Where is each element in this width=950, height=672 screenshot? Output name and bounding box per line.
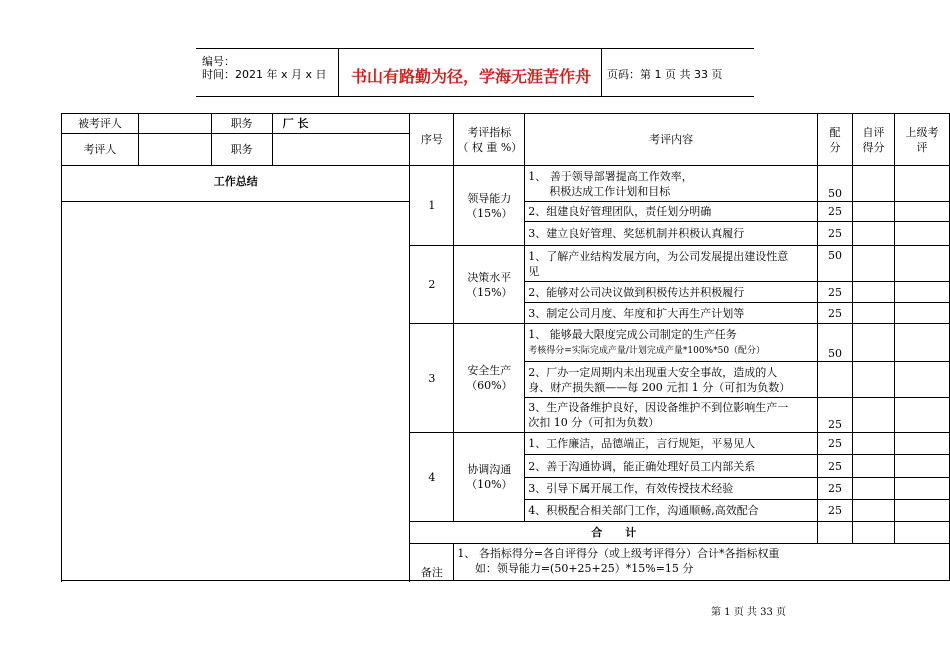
superior-score-cell[interactable] xyxy=(894,303,949,324)
group-seq: 4 xyxy=(410,433,454,522)
self-score-cell[interactable] xyxy=(853,282,895,303)
header-top-rule xyxy=(196,48,754,49)
criterion-line: 1、了解产业结构发展方向，为公司发展提出建设性意 xyxy=(528,249,789,263)
criterion-text: 3、引导下属开展工作，有效传授技术经验 xyxy=(525,478,818,500)
self-score-cell[interactable] xyxy=(853,455,895,478)
total-label: 合 计 xyxy=(410,522,818,544)
superior-score-header: 上级考评 xyxy=(894,114,949,166)
remarks-text xyxy=(454,544,950,581)
header-bottom-rule xyxy=(196,96,754,97)
header-divider-left xyxy=(338,48,339,96)
indicator-weight: （60%） xyxy=(466,379,513,392)
criterion-line: 见 xyxy=(528,264,540,278)
total-self-cell[interactable] xyxy=(853,522,895,544)
score-cell: 50 xyxy=(818,166,853,202)
self-score-cell[interactable] xyxy=(853,433,895,455)
total-score-cell xyxy=(818,522,853,544)
indicator-label: 考评指标 xyxy=(467,125,512,139)
criterion-text: 3、制定公司月度、年度和扩大再生产计划等 xyxy=(525,303,818,324)
position-value: 厂 长 xyxy=(272,114,410,134)
self-score-cell[interactable] xyxy=(853,362,895,398)
score-cell: 25 xyxy=(818,303,853,324)
indicator-weight: （15%） xyxy=(466,206,513,220)
superior-score-cell[interactable] xyxy=(894,246,949,282)
criterion-line: 3、生产设备维护良好，因设备维护不到位影响生产一 xyxy=(528,401,789,414)
score-cell: 25 xyxy=(818,398,853,433)
indicator-weight: （10%） xyxy=(466,478,513,491)
criterion-text xyxy=(525,398,818,433)
criterion-text xyxy=(525,362,818,398)
criterion-text: 1、工作廉洁，品德端正，言行规矩，平易见人 xyxy=(525,433,818,455)
superior-score-cell[interactable] xyxy=(894,222,949,246)
self-score-cell[interactable] xyxy=(853,324,895,362)
page-indicator: 页码：第 1 页 共 33 页 xyxy=(607,68,723,81)
score-cell xyxy=(818,362,853,398)
superior-score-cell[interactable] xyxy=(894,500,949,522)
superior-score-cell[interactable] xyxy=(894,166,949,202)
score-cell: 25 xyxy=(818,282,853,303)
criterion-line: 1、 能够最大限度完成公司制定的生产任务 xyxy=(528,327,737,341)
group-indicator xyxy=(454,324,525,433)
superior-score-cell[interactable] xyxy=(894,398,949,433)
total-superior-cell[interactable] xyxy=(894,522,949,544)
score-cell: 50 xyxy=(818,324,853,362)
position-label: 职务 xyxy=(211,114,272,134)
evaluator-position-label: 职务 xyxy=(211,134,272,166)
header-row-1 xyxy=(62,114,950,134)
group-indicator xyxy=(454,433,525,522)
self-score-cell[interactable] xyxy=(853,222,895,246)
criterion-text xyxy=(525,166,818,202)
superior-score-cell[interactable] xyxy=(894,478,949,500)
group-indicator xyxy=(454,166,525,246)
criterion-text: 2、组建良好管理团队，责任划分明确 xyxy=(525,202,818,222)
score-cell: 25 xyxy=(818,202,853,222)
score-cell: 25 xyxy=(818,433,853,455)
remarks-line: 1、 各指标得分=各自评得分（或上级考评得分）合计*各指标权重 xyxy=(457,547,780,560)
evaluator-label: 考评人 xyxy=(62,134,139,166)
evaluator-field[interactable] xyxy=(138,134,211,166)
indicator-header xyxy=(454,114,525,166)
group-seq: 3 xyxy=(410,324,454,433)
group-seq: 2 xyxy=(410,246,454,324)
evaluator-position-field[interactable] xyxy=(272,134,410,166)
superior-score-cell[interactable] xyxy=(894,282,949,303)
table-row xyxy=(62,166,950,202)
indicator-weight: （15%） xyxy=(466,285,513,299)
criterion-line: 1、 善于领导部署提高工作效率， xyxy=(528,169,693,183)
criterion-line: 积极达成工作计划和目标 xyxy=(528,184,671,198)
score-header: 配分 xyxy=(818,114,853,166)
indicator-name: 领导能力 xyxy=(467,191,512,205)
self-score-cell[interactable] xyxy=(853,166,895,202)
criterion-line: 2、厂办一定周期内未出现重大安全事故，造成的人 xyxy=(528,365,778,379)
self-score-cell[interactable] xyxy=(853,303,895,324)
superior-score-cell[interactable] xyxy=(894,433,949,455)
criterion-text: 4、积极配合相关部门工作，沟通顺畅,高效配合 xyxy=(525,500,818,522)
self-score-cell[interactable] xyxy=(853,478,895,500)
date-label: 时间：2021 年 x 月 x 日 xyxy=(202,68,327,81)
criterion-line: 身、财产损失额——每 200 元扣 1 分（可扣为负数） xyxy=(528,380,791,394)
criterion-text: 3、建立良好管理、奖惩机制并积极认真履行 xyxy=(525,222,818,246)
indicator-name: 决策水平 xyxy=(467,270,512,284)
indicator-name: 安全生产 xyxy=(467,364,512,377)
criterion-text: 2、善于沟通协调，能正确处理好员工内部关系 xyxy=(525,455,818,478)
superior-score-cell[interactable] xyxy=(894,362,949,398)
evaluatee-field[interactable] xyxy=(138,114,211,134)
self-score-cell[interactable] xyxy=(853,398,895,433)
criterion-line: 次扣 10 分（可扣为负数） xyxy=(528,416,660,429)
superior-score-cell[interactable] xyxy=(894,202,949,222)
remarks-label: 备注 xyxy=(410,544,454,581)
self-score-cell[interactable] xyxy=(853,202,895,222)
indicator-name: 协调沟通 xyxy=(467,463,512,476)
self-score-header: 自评得分 xyxy=(853,114,895,166)
criterion-text xyxy=(525,246,818,282)
criterion-text: 2、能够对公司决议做到积极传达并积极履行 xyxy=(525,282,818,303)
work-summary-field[interactable] xyxy=(62,202,410,581)
score-cell: 25 xyxy=(818,500,853,522)
self-score-cell[interactable] xyxy=(853,246,895,282)
group-seq: 1 xyxy=(410,166,454,246)
score-cell: 25 xyxy=(818,455,853,478)
content-header: 考评内容 xyxy=(525,114,818,166)
footer-page-indicator: 第 1 页 共 33 页 xyxy=(711,607,786,618)
superior-score-cell[interactable] xyxy=(894,455,949,478)
evaluatee-label: 被考评人 xyxy=(62,114,139,134)
score-cell: 25 xyxy=(818,222,853,246)
score-cell: 50 xyxy=(818,246,853,282)
criterion-line: 考核得分=实际完成产量/计划完成产量*100%*50（配分） xyxy=(528,345,766,356)
work-summary-title: 工作总结 xyxy=(62,166,410,202)
criterion-text xyxy=(525,324,818,362)
remarks-line: 如：领导能力=(50+25+25）*15%=15 分 xyxy=(457,562,694,575)
seq-header: 序号 xyxy=(410,114,454,166)
superior-score-cell[interactable] xyxy=(894,324,949,362)
score-cell: 25 xyxy=(818,478,853,500)
number-label: 编号： xyxy=(202,55,235,68)
evaluation-form xyxy=(61,113,950,581)
header-divider-right xyxy=(601,48,602,96)
weight-label: （ 权 重 %） xyxy=(457,140,523,154)
self-score-cell[interactable] xyxy=(853,500,895,522)
group-indicator xyxy=(454,246,525,324)
motto: 书山有路勤为径，学海无涯苦作舟 xyxy=(351,67,592,86)
